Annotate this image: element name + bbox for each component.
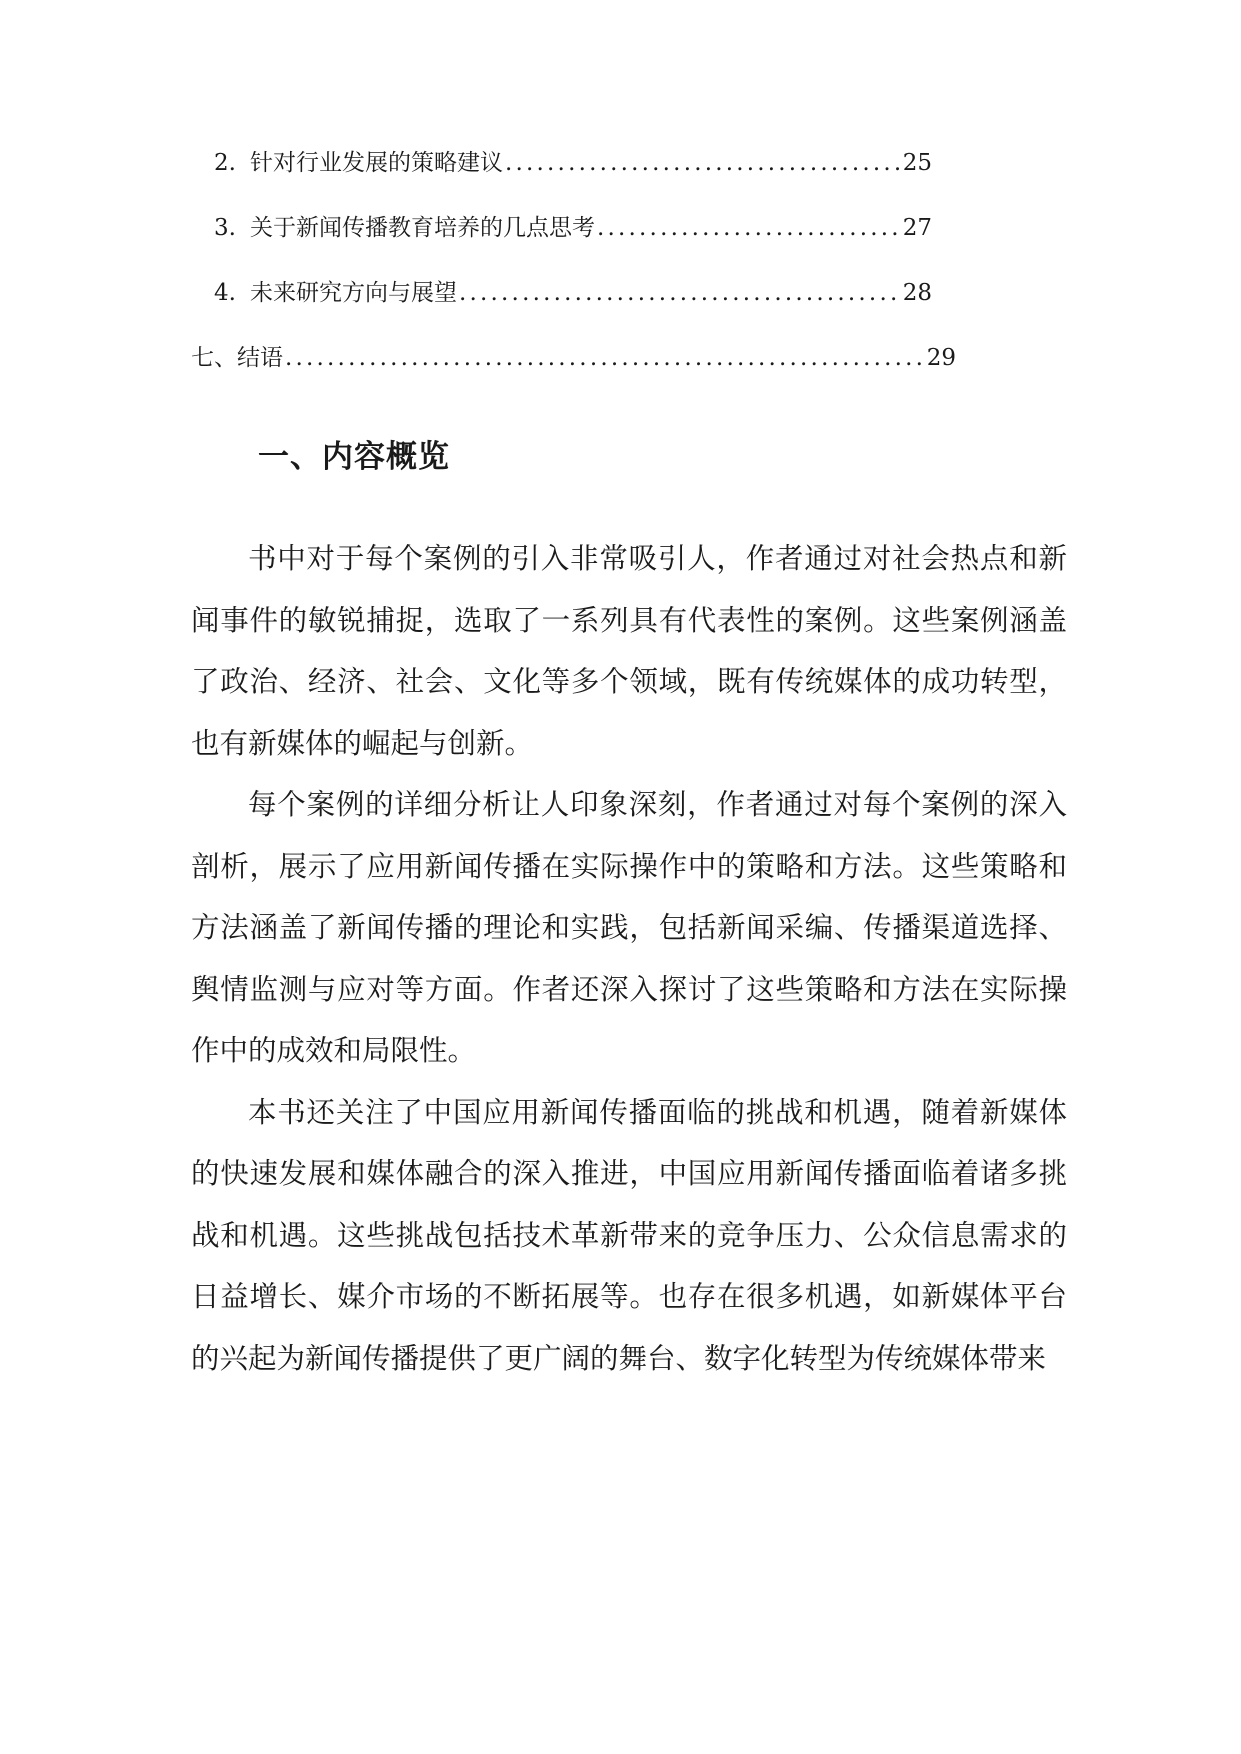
toc-entry-title: 针对行业发展的策略建议	[250, 150, 503, 176]
toc-entry-number: 3.	[214, 215, 236, 241]
toc-entry-conclusion[interactable]	[191, 330, 956, 370]
toc-dot-leader	[597, 217, 901, 240]
toc-entry-page: 27	[902, 215, 932, 241]
toc-dot-leader	[505, 152, 901, 175]
body-paragraph-1: 书中对于每个案例的引入非常吸引人，作者通过对社会热点和新闻事件的敏锐捕捉，选取了一系列具有代表性的案例。这些案例涵盖了政治、经济、社会、文化等多个领域，既有传统媒体的成功转型，也有新媒体的崛起与创新。	[191, 542, 1067, 760]
section-heading: 一、内容概览	[258, 439, 450, 475]
toc-entry-4[interactable]	[214, 265, 932, 305]
toc-dot-leader	[285, 347, 925, 370]
toc-entry-title: 关于新闻传播教育培养的几点思考	[250, 215, 595, 241]
toc-entry-page: 28	[902, 280, 932, 306]
toc-entry-2[interactable]	[214, 135, 932, 175]
body-paragraph-3: 本书还关注了中国应用新闻传播面临的挑战和机遇，随着新媒体的快速发展和媒体融合的深入推进，中国应用新闻传播面临着诸多挑战和机遇。这些挑战包括技术革新带来的竞争压力、公众信息需求的日益增长、媒介市场的不断拓展等。也存在很多机遇，如新媒体平台的兴起为新闻传播提供了更广阔的舞台、数字化转型为传统媒体带来	[191, 1095, 1067, 1375]
toc-entry-page: 29	[926, 345, 956, 371]
toc-entry-title: 七、结语	[191, 345, 283, 371]
toc-entry-number: 4.	[214, 280, 236, 306]
toc-dot-leader	[459, 282, 901, 305]
section-body	[191, 528, 1067, 1389]
toc-entry-3[interactable]	[214, 200, 932, 240]
toc-entry-title: 未来研究方向与展望	[250, 280, 457, 306]
toc-entry-page: 25	[902, 150, 932, 176]
body-paragraph-2: 每个案例的详细分析让人印象深刻，作者通过对每个案例的深入剖析，展示了应用新闻传播在实际操作中的策略和方法。这些策略和方法涵盖了新闻传播的理论和实践，包括新闻采编、传播渠道选择、舆情监测与应对等方面。作者还深入探讨了这些策略和方法在实际操作中的成效和局限性。	[191, 788, 1067, 1067]
toc-entry-number: 2.	[214, 150, 236, 176]
